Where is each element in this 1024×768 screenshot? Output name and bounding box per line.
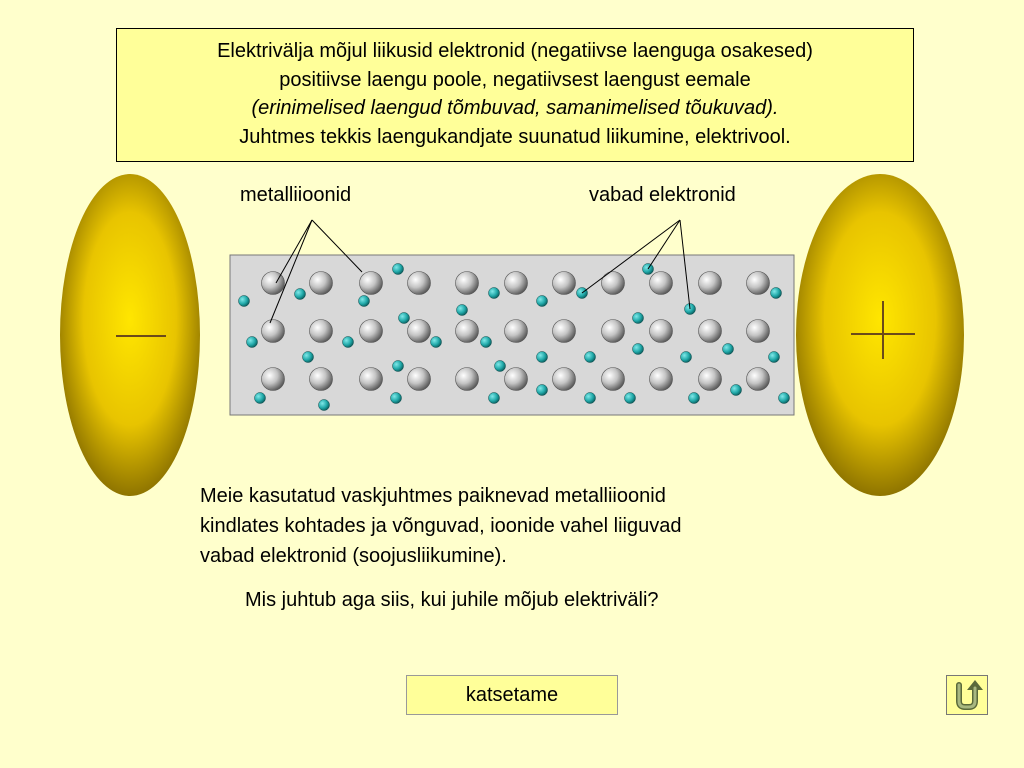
free-electron bbox=[633, 313, 644, 324]
metal-ion bbox=[747, 320, 770, 343]
para-line-3: vabad elektronid (soojusliikumine). bbox=[200, 545, 507, 567]
metal-ion bbox=[310, 272, 333, 295]
metal-ion bbox=[456, 368, 479, 391]
metal-ion bbox=[650, 368, 673, 391]
metal-ion bbox=[602, 320, 625, 343]
free-electron bbox=[689, 393, 700, 404]
free-electron bbox=[537, 296, 548, 307]
free-electron bbox=[723, 344, 734, 355]
metal-ion bbox=[456, 272, 479, 295]
metal-ion bbox=[505, 272, 528, 295]
metal-ion bbox=[310, 320, 333, 343]
free-electron bbox=[537, 385, 548, 396]
info-line-1: Elektrivälja mõjul liikusid elektronid (negatiivse laenguga osakesed) bbox=[217, 40, 813, 62]
metal-ion bbox=[262, 320, 285, 343]
free-electron bbox=[319, 400, 330, 411]
free-electron bbox=[343, 337, 354, 348]
metal-ion bbox=[408, 320, 431, 343]
metal-ion bbox=[699, 272, 722, 295]
free-electron bbox=[537, 352, 548, 363]
metal-ion bbox=[360, 320, 383, 343]
metal-ion bbox=[262, 368, 285, 391]
free-electron bbox=[457, 305, 468, 316]
free-electron bbox=[779, 393, 790, 404]
return-button[interactable] bbox=[946, 675, 988, 715]
free-electron bbox=[585, 393, 596, 404]
free-electron bbox=[391, 393, 402, 404]
free-electron bbox=[489, 288, 500, 299]
info-line-2: positiivse laengu poole, negatiivsest laengust eemale bbox=[279, 68, 751, 91]
experiment-button[interactable]: katsetame bbox=[406, 675, 618, 715]
para-line-1: Meie kasutatud vaskjuhtmes paiknevad metalliioonid bbox=[200, 485, 666, 507]
return-arrow-icon bbox=[947, 676, 987, 714]
metal-ion bbox=[456, 320, 479, 343]
free-electron bbox=[295, 289, 306, 300]
metal-ion bbox=[650, 320, 673, 343]
free-electron bbox=[585, 352, 596, 363]
info-line-3: (erinimelised laengud tõmbuvad, samanimelised tõukuvad). bbox=[251, 97, 779, 119]
ions-label: metalliioonid bbox=[240, 184, 352, 206]
explanation-paragraph bbox=[200, 481, 840, 571]
info-line-4: Juhtmes tekkis laengukandjate suunatud liikumine, elektrivool. bbox=[239, 125, 791, 148]
free-electron bbox=[681, 352, 692, 363]
free-electron bbox=[625, 393, 636, 404]
metal-ion bbox=[699, 320, 722, 343]
free-electron bbox=[303, 352, 314, 363]
metal-ion bbox=[553, 368, 576, 391]
free-electron bbox=[239, 296, 250, 307]
free-electron bbox=[771, 288, 782, 299]
metal-ion bbox=[408, 368, 431, 391]
metal-ion bbox=[699, 368, 722, 391]
free-electron bbox=[399, 313, 410, 324]
metal-ion bbox=[360, 368, 383, 391]
metal-ion bbox=[553, 272, 576, 295]
free-electron bbox=[431, 337, 442, 348]
metal-ion bbox=[505, 320, 528, 343]
free-electron bbox=[489, 393, 500, 404]
question-text: Mis juhtub aga siis, kui juhile mõjub elektriväli? bbox=[245, 589, 659, 611]
metal-ion bbox=[505, 368, 528, 391]
free-electron bbox=[495, 361, 506, 372]
metal-ion bbox=[747, 368, 770, 391]
free-electron bbox=[393, 264, 404, 275]
electrons-label: vabad elektronid bbox=[589, 184, 736, 206]
para-line-2: kindlates kohtades ja võnguvad, ioonide vahel liiguvad bbox=[200, 515, 682, 537]
free-electron bbox=[769, 352, 780, 363]
free-electron bbox=[255, 393, 266, 404]
metal-ion bbox=[602, 272, 625, 295]
free-electron bbox=[731, 385, 742, 396]
metal-ion bbox=[747, 272, 770, 295]
metal-ion bbox=[408, 272, 431, 295]
metal-ion bbox=[553, 320, 576, 343]
free-electron bbox=[633, 344, 644, 355]
free-electron bbox=[393, 361, 404, 372]
free-electron bbox=[247, 337, 258, 348]
metal-ion bbox=[360, 272, 383, 295]
free-electron bbox=[481, 337, 492, 348]
metal-ion bbox=[310, 368, 333, 391]
metal-ion bbox=[650, 272, 673, 295]
free-electron bbox=[359, 296, 370, 307]
metal-ion bbox=[602, 368, 625, 391]
